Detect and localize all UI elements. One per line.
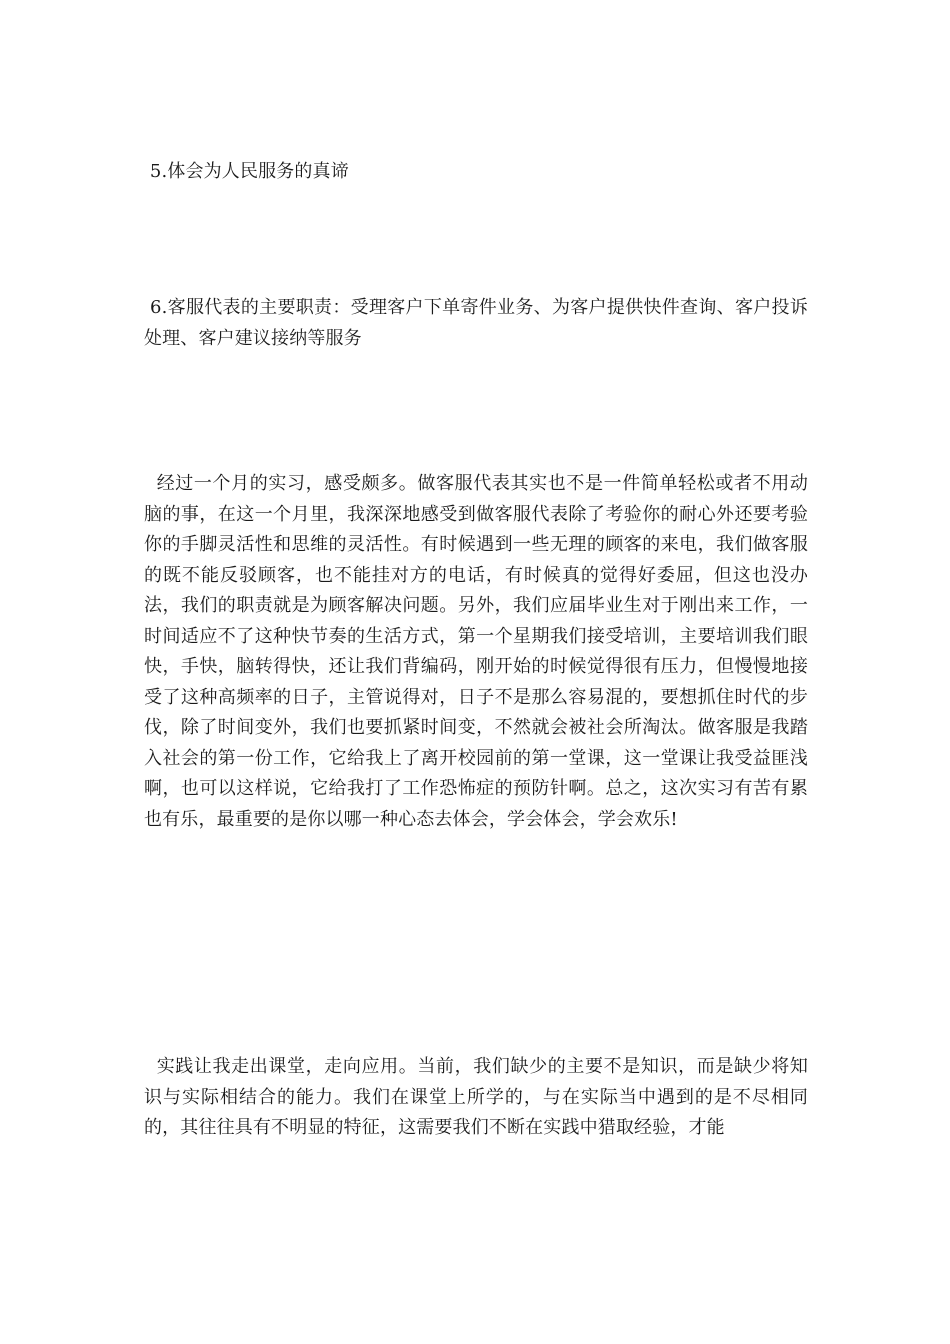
paragraph-internship-reflection: 经过一个月的实习，感受颇多。做客服代表其实也不是一件简单轻松或者不用动脑的事，在这一个月里，我深深地感受到做客服代表除了考验你的耐心外还要考验你的手脚灵活性和思维的灵活性。有时候遇到一些无理的顾客的来电，我们做客服的既不能反驳顾客，也不能挂对方的电话，有时候真的觉得好委屈，但这也没办法，我们的职责就是为顾客解决问题。另外，我们应届毕业生对于刚出来工作，一时间适应不了这种快节奏的生活方式，第一个星期我们接受培训，主要培训我们眼快，手快，脑转得快，还让我们背编码，刚开始的时候觉得很有压力，但慢慢地接受了这种高频率的日子，主管说得对，日子不是那么容易混的，要想抓住时代的步伐，除了时间变外，我们也要抓紧时间变，不然就会被社会所淘汰。做客服是我踏入社会的第一份工作，它给我上了离开校园前的第一堂课，这一堂课让我受益匪浅啊，也可以这样说，它给我打了工作恐怖症的预防针啊。总之，这次实习有苦有累也有乐，最重要的是你以哪一种心态去体会，学会体会，学会欢乐! — [144, 473, 808, 830]
paragraph-service-truth: 5.体会为人民服务的真谛 — [144, 161, 349, 182]
paragraph-practice-application: 实践让我走出课堂，走向应用。当前，我们缺少的主要不是知识，而是缺少将知识与实际相结合的能力。我们在课堂上所学的，与在实际当中遇到的是不尽相同的，其往往具有不明显的特征，这需要我们不断在实践中猎取经验，才能 — [144, 1056, 808, 1138]
paragraph-customer-service-duties: 6.客服代表的主要职责：受理客户下单寄件业务、为客户提供快件查询、客户投诉处理、客户建议接纳等服务 — [144, 297, 808, 349]
